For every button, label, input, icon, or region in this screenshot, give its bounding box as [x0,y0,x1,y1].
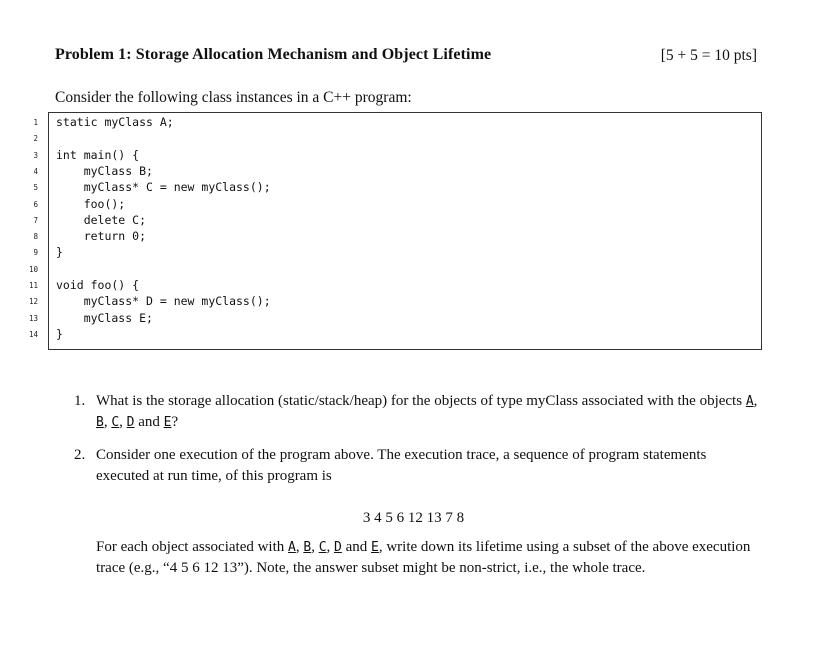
code-line-text: int main() { [56,147,140,162]
code-line-text: delete C; [56,212,147,227]
code-line-text: } [56,245,63,260]
code-line-number: 1 [33,118,38,127]
question-2-number: 2. [74,447,86,463]
object-name: E [371,540,379,555]
object-separator: , [103,414,112,430]
object-name: E [163,415,172,430]
object-name: B [96,415,104,430]
question-2-followup [96,537,761,579]
object-name: D [334,540,342,555]
question-2-objects [288,539,379,555]
object-name: A [745,394,754,409]
object-name: A [288,540,296,555]
execution-trace: 3 4 5 6 12 13 7 8 [362,510,465,526]
code-line-number: 8 [33,232,38,242]
code-line-number: 3 [33,150,38,160]
code-line-number: 11 [28,281,38,290]
question-2-follow-end: , write down its lifetime using a subset of the above execution trace (e.g., “4 5 6 12 13”). Note, the answer subset might be non-strict, i.e., the whole trace. [96,539,751,576]
object-separator: , [326,539,335,555]
object-name: D [126,415,135,430]
question-1-number: 1. [74,393,86,409]
question-1-lead: What is the storage allocation (static/stack/heap) for the objects of type myClass associated with the objects [96,393,746,409]
code-line-text: } [56,326,63,341]
object-separator: , [311,539,319,555]
code-line-number: 2 [33,134,38,144]
code-line-number: 12 [28,297,38,307]
object-name: B [303,540,312,555]
code-line-text: void foo() { [56,278,140,292]
question-1-end: ? [171,414,179,430]
code-line-number: 13 [28,313,38,323]
code-line-text: myClass E; [56,310,153,325]
code-line-number: 5 [33,183,38,193]
object-separator: , [295,539,304,555]
question-2-text: Consider one execution of the program above. The execution trace, a sequence of program statements executed at run time, of this program is [96,447,707,484]
object-separator: and [341,539,372,555]
code-line-number: 10 [28,264,38,274]
problem-title: Problem 1: Storage Allocation Mechanism and Object Lifetime [55,46,492,63]
object-separator: , [119,414,127,430]
object-name: C [111,415,120,430]
question-1-text [96,391,761,433]
code-listing [48,112,762,350]
code-line-number: 7 [33,215,38,225]
code-line-text: myClass* C = new myClass(); [56,180,271,195]
code-line-number: 9 [33,248,38,258]
intro-text: Consider the following class instances in a C++ program: [55,89,412,106]
code-line-text: static myClass A; [56,115,174,129]
code-line-number: 4 [33,166,38,176]
code-line-text: return 0; [56,229,147,244]
question-2-follow-lead: For each object associated with [96,539,289,555]
code-line-number: 6 [33,199,38,209]
object-separator: and [134,414,164,430]
object-separator: , [753,393,758,409]
code-line-text: foo(); [56,196,126,211]
object-name: C [318,540,327,555]
code-line-text: myClass B; [56,163,153,178]
code-line-text: myClass* D = new myClass(); [56,294,271,309]
code-line-number: 14 [28,329,38,339]
points-label: [5 + 5 = 10 pts] [660,47,757,64]
